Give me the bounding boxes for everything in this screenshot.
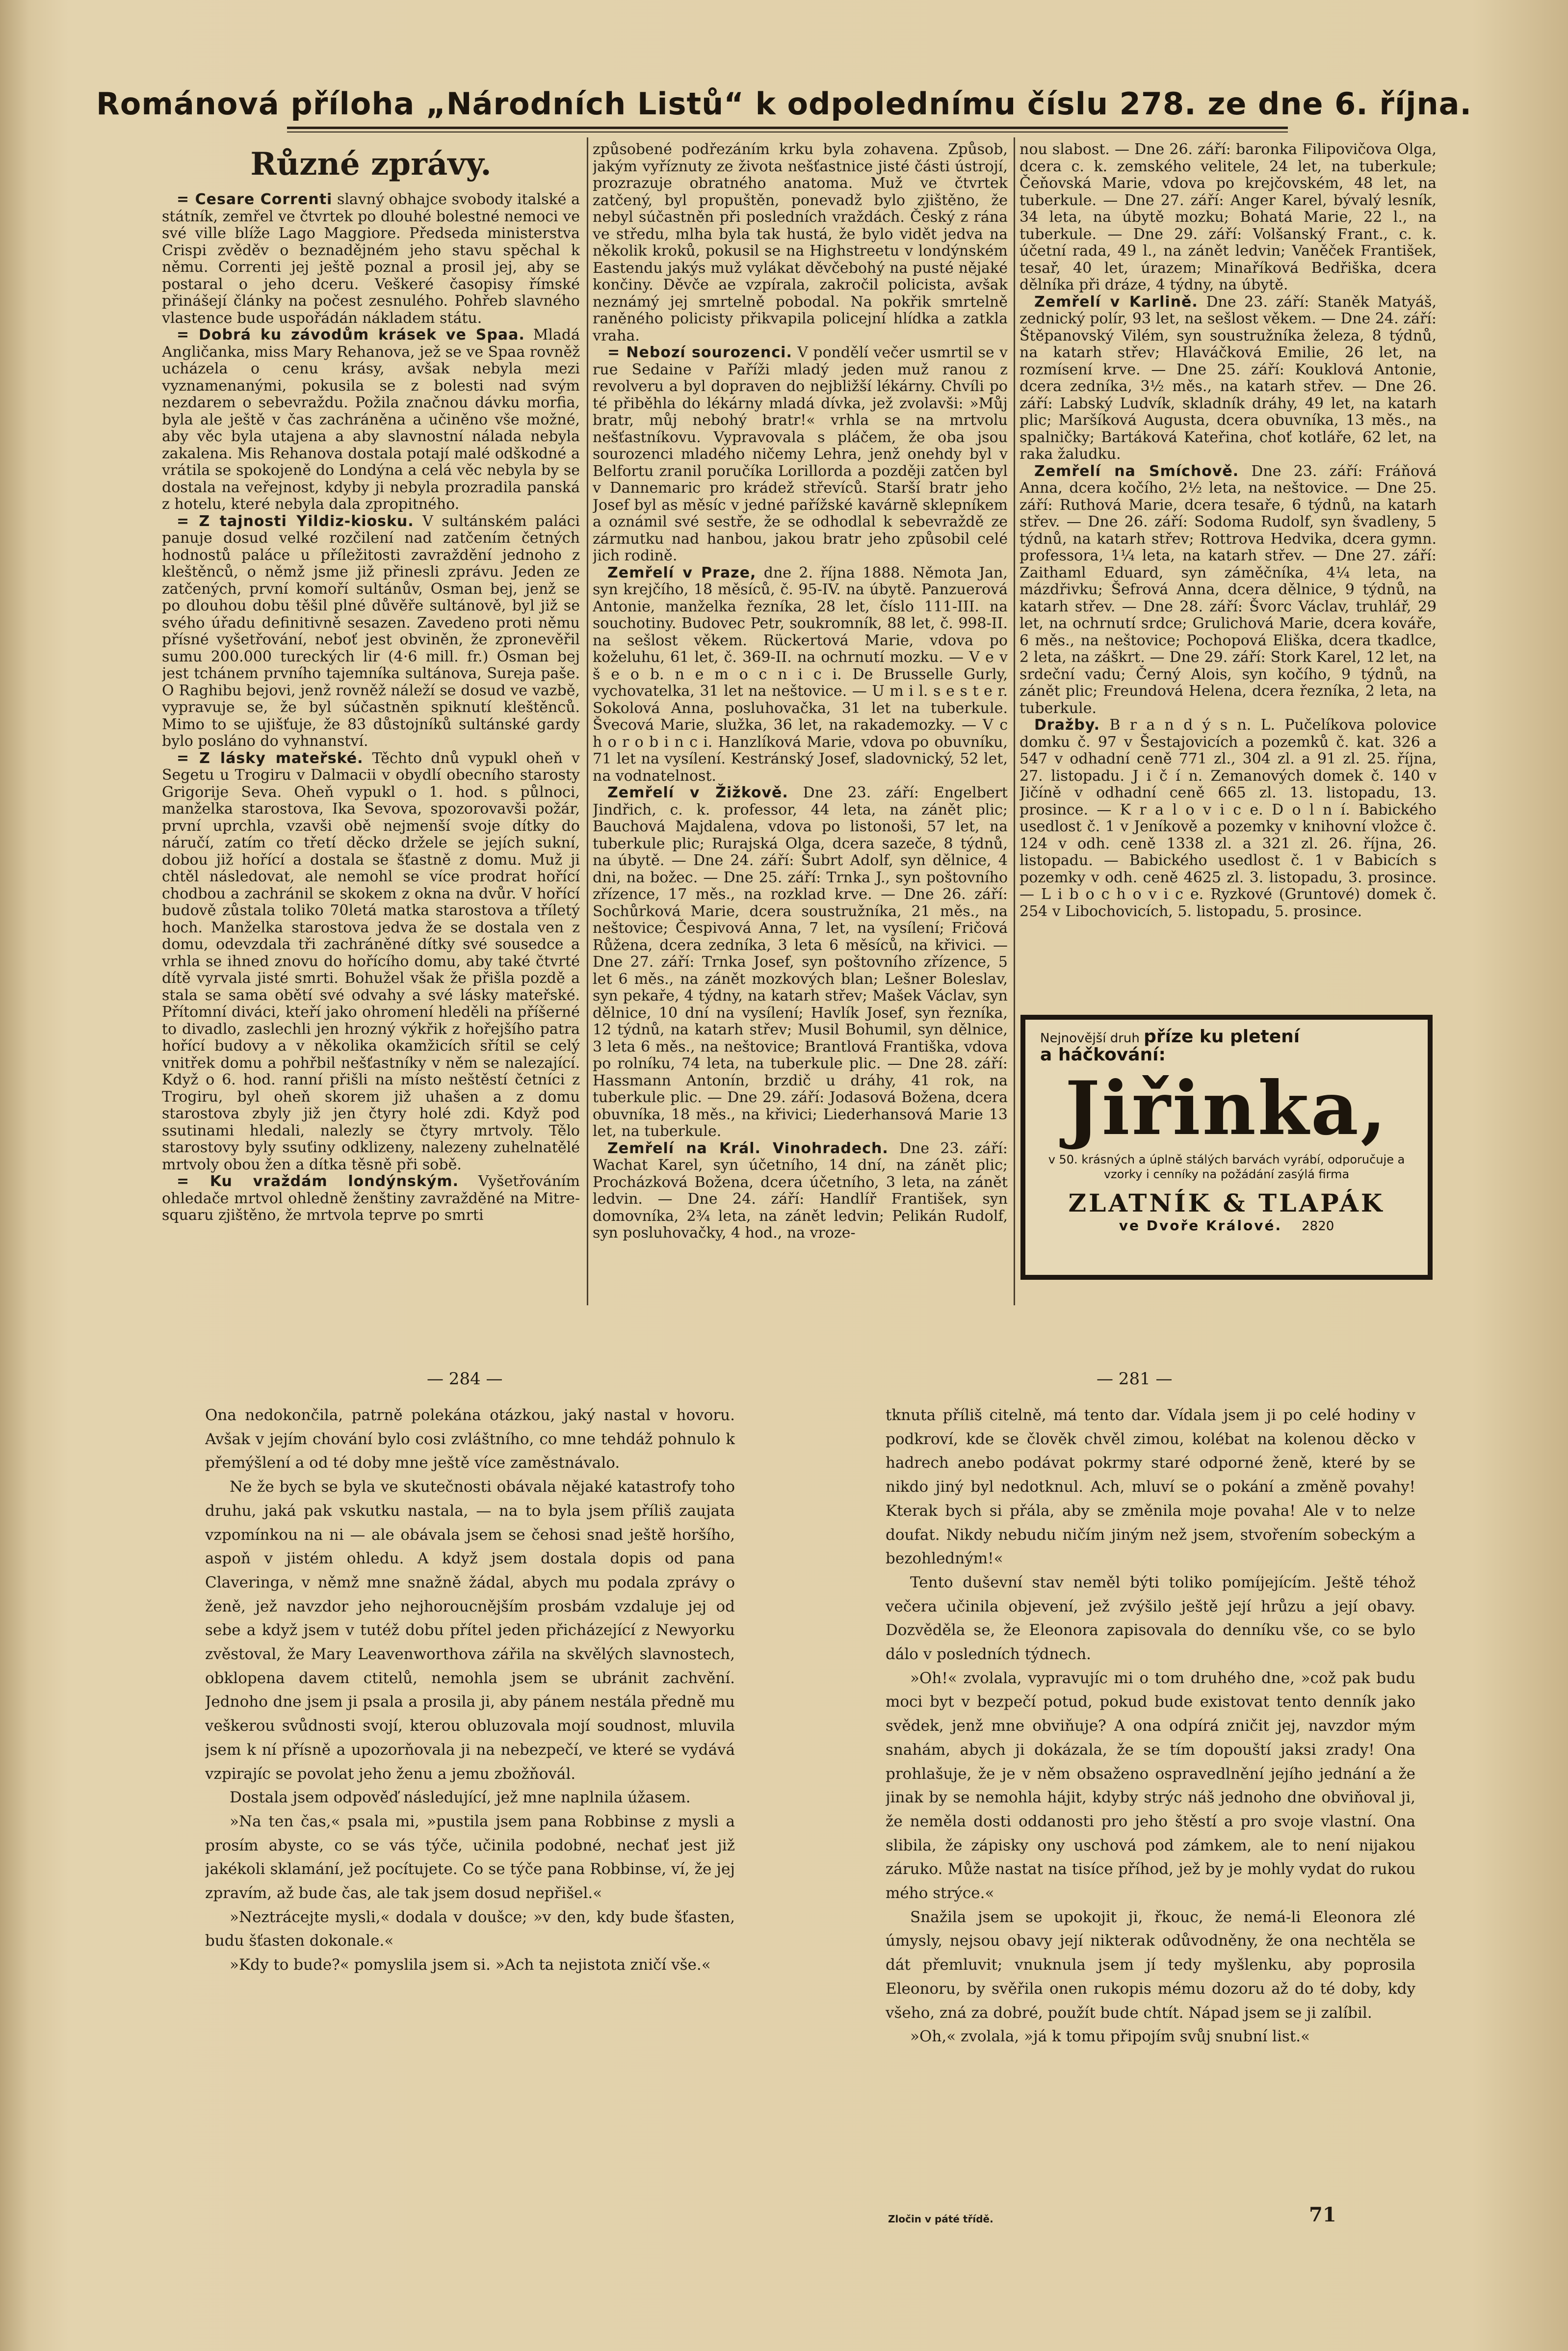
footer-title: Zločin v páté třídě. (888, 2213, 993, 2225)
novel-text-right (886, 1403, 1415, 2193)
news-item-title: = Cesare Correnti (177, 191, 333, 208)
news-item-text: slavný obhajce svobody italské a státník, zemřel ve čtvrtek po dlouhé bolestné nemoci ve své ville blíže Lago Maggiore. Předseda ministerstva Crispi zvěděv o beznadějném jeho stavu spěchal k němu. Correnti jej ještě poznal a prosil jej, aby se postaral o jeho dceru. Veškeré časopisy římské přinášejí články na počest zesnulého. Pohřeb slavného vlastence bude uspořádán nákladem státu. (162, 191, 580, 327)
news-item (162, 1173, 580, 1224)
ad-firm-name: ZLATNÍK & TLAPÁK (1068, 1189, 1385, 1217)
masthead-rule (287, 127, 1288, 129)
news-item-title: = Z lásky mateřské. (177, 749, 364, 767)
deaths-text: dne 2. října 1888. Němota Jan, syn krejčího, 18 měsíců, č. 95-IV. na úbytě. Panzuerová Antonie, manželka řezníka, 28 let, číslo 111-III. na souchotiny. Budovec Petr, soukromník, 88 let, č. 998-II. na sešlost věkem. Rückertová Marie, vdova po koželuhu, 61 let, č. 369-II. na ochrnutí mozku. — V e v š e o b. n e m o c n i c i. De Brusselle Gurly, vychovatelka, 31 let na neštovice. — U m i l. s e s t e r. Sokolová Anna, posluhovačka, 31 let na tuberkule. Švecová Marie, služka, 36 let, na rakademozky. — V c h o r o b i n c i. Hanzlíková Marie, vdova po obuvníku, 71 let na vysílení. Kestránský Josef, sladovnický, 52 let, na vodnatelnost. (593, 564, 1008, 785)
news-item (162, 513, 580, 750)
deaths-zizkov (593, 785, 1008, 1140)
novel-paragraph: Tento duševní stav neměl býti toliko pomíjejícím. Ještě téhož večera učinila objevení, jež zvýšilo ještě její hrůzu a její obavy. Dozvěděla se, že Eleonora zapisovala do denníku vše, co se bylo dálo v posledních týdnech. (886, 1573, 1415, 1664)
deaths-heading: Zemřelí v Karlině. (1034, 293, 1198, 311)
deaths-text: Dne 23. září: Staněk Matyáš, zednický polír, 93 let, na sešlost věkem. — Dne 24. září: Štěpanovský Vilém, syn soustružníka železa, 8 týdnů, na katarh střev; Hlaváčková Emilie, 26 let, na rozmísení krve. — Dne 25. září: Kouklová Antonie, dcera zedníka, 3½ měs., na katarh střev. — Dne 26. září: Labský Ludvík, skladník dráhy, 49 let, na katarh plic; Maršíková Augusta, dcera obuvníka, 13 měs., na spalničky; Bartáková Kateřina, choť kotláře, 62 let, na raka žaludku. (1019, 293, 1437, 463)
news-item (162, 327, 580, 513)
deaths-continued (1019, 141, 1437, 294)
novel-paragraph: »Neztrácejte mysli,« dodala v doušce; »v den, kdy bude šťasten, budu šťasten dokonale.« (205, 1908, 735, 1950)
novel-paragraph: »Na ten čas,« psala mi, »pustila jsem pana Robbinse z mysli a prosím abyste, co se vás týče, učinila podobné, nechať jest již jakékoli sklamání, jež pocítujete. Co se týče pana Robbinse, ví, že jej zpravím, až bude čas, ale tak jsem dosud nepřišel.« (205, 1812, 735, 1902)
column-1 (162, 141, 580, 1294)
novel-text-left (205, 1403, 735, 2193)
news-item-title: = Z tajnosti Yildiz-kiosku. (177, 512, 414, 530)
column-3 (1019, 141, 1437, 1010)
news-item (162, 191, 580, 327)
deaths-text: Dne 23. září: Engelbert Jindřich, c. k. professor, 44 leta, na zánět plic; Bauchová Majdalena, vdova po listonoši, 57 let, na tuberkule plic; Rurajská Olga, dcera sazeče, 8 týdnů, na úbytě. — Dne 24. září: Šubrt Adolf, syn dělnice, 4 dni, na božec. — Dne 25. září: Trnka J., syn poštovního zřízence, 17 měs., na rozklad krve. — Dne 26. září: Sochůrková Marie, dcera soustružníka, 21 měs., na neštovice; Čespivová Anna, 7 let, na vysílení; Fričová Růžena, dcera zedníka, 3 leta 6 měsíců, na křivici. — Dne 27. září: Trnka Josef, syn poštovního zřízence, 5 let 6 měs., na zánět mozkových blan; Lešner Boleslav, syn pekaře, 4 týdny, na katarh střev; Mašek Václav, syn dělnice, 10 dní na vysílení; Havlík Josef, syn řezníka, 12 týdnů, na katarh střev; Musil Bohumil, syn dělnice, 3 leta 6 měs., na neštovice; Brantlová Františka, vdova po rolníku, 74 leta, na tuberkule plic. — Dne 28. září: Hassmann Antonín, brzdič u dráhy, 41 rok, na tuberkule plic. — Dne 29. září: Jodasová Božena, dcera obuvníka, 18 měs., na křivici; Liederhansová Marie 13 let, na tuberkule. (593, 784, 1008, 1140)
novel-paragraph: tknuta příliš citelně, má tento dar. Vídala jsem ji po celé hodiny v podkroví, kde se člověk chvěl zimou, kolébat na kolenou děcko v hadrech anebo podávat pokrmy staré odporné ženě, které by se nikdo jiný byl nedotknul. Ach, mluví se o pokání a změně povahy! Kterak bych si přála, aby se změnila moje povaha! Ale v to nelze doufat. Nikdy nebudu ničím jiným než jsem, stvořením sobeckým a bezohledným!« (886, 1406, 1415, 1568)
column-2 (593, 141, 1008, 1294)
novel-paragraph: Ona nedokončila, patrně polekána otázkou, jaký nastal v hovoru. Avšak v jejím chování bylo cosi zvláštního, co mne tehdáž pohnulo k přemýšlení a od té doby mne ještě více zaměstnávalo. (205, 1406, 735, 1472)
deaths-heading: Zemřelí v Praze, (607, 564, 757, 581)
deaths-heading: Zemřelí v Žižkově. (607, 784, 788, 801)
novel-paragraph: »Kdy to bude?« pomyslila jsem si. »Ach ta nejistota zničí vše.« (230, 1956, 711, 1974)
news-item (593, 344, 1008, 565)
news-item-text: způsobené podřezáním krku byla zohavena. Způsob, jakým vyříznuty ze života nešťastnice jisté části ústrojí, prozrazuje obratného anatoma. Muž ve čtvrtek zatčený, byl propuštěn, ponevadž bylo zjištěno, že nebyl súčastněn při posledních vraždách. Český z rána ve středu, mlha byla tak hustá, že bylo vidět jedva na několik kroků, pokusil se na Highstreetu v londýnském Eastendu jakýs muž vylákat děvčebohý na pusté nějaké končiny. Děvče ae vzpírala, zakročil policista, avšak neznámý jej smrtelně pobodal. Na pokřik smrtelně raněného policisty přikvapila policejní hlídka a zatkla vraha. (593, 141, 1008, 344)
ad-product-name: Jiřinka, (1065, 1065, 1388, 1152)
advertisement-body (1025, 1020, 1428, 1275)
news-item-text: V sultánském paláci panuje dosud velké rozčilení nad zatčením četných hodnostů paláce u příležitosti zavraždění jednoho z kleštěnců, o němž jsme již přinesli zprávu. Jeden ze zatčených, první komoří sultánův, Osman bej, jenž se po dlouhou dobu těšil plné důvěře sultánově, byl již se svého úřadu definitivně sesazen. Zavedeno proti němu přísné vyšetřování, neboť jest obviněn, že zpronevěřil sumu 200.000 tureckých lir (4·6 mill. fr.) Osman bej jest tchánem prvního tajemníka sultánova, Sureja paše. O Raghibu bejovi, jenž rovněž náleží se dosud ve vazbě, vypravuje se, že byl súčastněn spiknutí kleštěnců. Mimo to se ujišťuje, že 83 důstojníků sultánské gardy bylo posláno do vyhnanství. (162, 512, 580, 750)
deaths-smichov (1019, 463, 1437, 717)
deaths-prague (593, 565, 1008, 785)
ad-intro (1040, 1029, 1413, 1065)
news-item-title: = Nebozí sourozenci. (607, 344, 792, 361)
deaths-heading: Zemřelí na Král. Vinohradech. (607, 1139, 889, 1157)
deaths-heading: Zemřelí na Smíchově. (1034, 462, 1239, 480)
deaths-text: Dne 23. září: Fráňová Anna, dcera kočího, 2½ leta, na neštovice. — Dne 25. září: Ruthová Marie, dcera tesaře, 6 týdnů, na katarh střev. — Dne 26. září: Sodoma Rudolf, syn švadleny, 5 týdnů, na katarh střev; Rottrova Hedvika, dcera gymn. professora, 1¼ leta, na katarh střev. — Dne 27. září: Zaithaml Eduard, syn záměčníka, 4¼ leta, na mázdřivku; Šefrová Anna, dcera dělnice, 9 týdnů, na katarh střev. — Dne 28. září: Švorc Václav, truhlář, 29 let, na ochrnutí srdce; Grulichová Marie, dcera kováře, 6 měs., na neštovice; Pochopová Eliška, dcera tkadlce, 2 leta, na záškrt. — Dne 29. září: Stork Karel, 12 let, na srdeční vadu; Černý Alois, syn kočího, 9 týdnů, na zánět plic; Freundová Helena, dcera řezníka, 2 leta, na tuberkule. (1019, 462, 1437, 717)
ad-intro-small: Nejnovější druh (1040, 1031, 1140, 1046)
ad-intro-bold2: a háčkování: (1040, 1045, 1166, 1065)
novel-paragraph: Ne že bych se byla ve skutečnosti obávala nějaké katastrofy toho druhu, jaká pak vskutku nastala, — na to byla jsem příliš zaujata vzpomínkou na ni — ale obávala jsem se čehosi snad ještě horšího, aspoň v jistém ohledu. A když jsem dostala dopis od pana Claveringa, v němž mne snažně žádal, abych mu podala zprávy o ženě, jež navzdor jeho nejhoroucnějším prosbám vzdaluje jej od sebe a když jsem v tutéž dobu přítel jeden přicházející z Newyorku zvěstoval, že Mary Leavenworthova zářila na skvělých slavnostech, obklopena davem ctitelů, nemohla jsem se ubránit zachvění. Jednoho dne jsem ji psala a prosila ji, aby pánem nestála předně mu veškerou svůdnosti svojí, kterou obluzovala mojí soudnost, mluvila jsem k ní přísně a upozorňovala ji na nebezpečí, ve které se vydává vzpirajíc se povolat jeho ženu a jemu zbožňovál. (205, 1478, 735, 1783)
novel-paragraph: »Oh!« zvolala, vypravujíc mi o tom druhého dne, »což pak budu moci byt v bezpečí potud, pokud bude existovat tento denník jako svědek, jenž mne obviňuje? A ona odpírá zničit jej, navzdor mým snahám, abych ji dokázala, že se tím dopouští jaksi zrady! Ona prohlašuje, že je v něm obsaženo ospravedlnění jejího jednání a že jinak by se nemohla hájit, kdyby strýc náš jednoho dne obviňoval ji, že neměla dosti oddanosti pro jeho štěstí a pro svoje vlastní. Ona slibila, že zápisky ony uschová pod zámkem, ale to není nijakou záruko. Může nastat na tisíce příhod, jež by je mohly vydat do rukou mého strýce.« (886, 1669, 1415, 1902)
advertisement (1020, 1015, 1433, 1280)
deaths-text: Dne 23. září: Wachat Karel, syn účetního, 14 dní, na zánět plic; Procházková Božena, dcera účetního, 3 leta, na zánět ledvin. — Dne 24. září: Handlíř František, syn domovníka, 2¾ leta, na zánět ledvin; Pelikán Rudolf, syn posluhovačky, 4 hod., na vroze- (593, 1139, 1008, 1242)
page-number-right: — 281 — (1097, 1369, 1173, 1389)
news-item (593, 141, 1008, 344)
news-item-title: = Dobrá ku závodům krásek ve Spaa. (177, 326, 525, 343)
ad-intro-bold: příze ku pletení (1144, 1027, 1300, 1047)
news-item-text: Vyšetřováním ohledače mrtvol ohledně ženštiny zavražděné na Mitre-squaru zjištěno, že mrtvola teprve po smrti (162, 1173, 580, 1224)
news-item-text: Mladá Angličanka, miss Mary Rehanova, jež se ve Spaa rovněž ucházela o cenu krásy, avšak nebyla mezi vyznamenanými, pokusila se z bolesti nad svým nezdarem o sebevraždu. Požila značnou dávku morfia, byla ale ještě v čas zachráněna a učiněno vše možné, aby věc byla utajena a aby slavnostní nálada nebyla zakalena. Mis Rehanova dostala potají malé odškodné a vrátila se spokojeně do Londýna a celá věc nebyla by se dostala na veřejnost, kdyby ji nebyla prozradila panská z hotelu, které nebyla dala zpropitného. (162, 326, 580, 513)
auctions-heading: Dražby. (1034, 716, 1100, 734)
news-item (162, 750, 580, 1174)
section-title: Různé zprávy. (250, 146, 492, 183)
ad-number: 2820 (1302, 1219, 1334, 1234)
footer-signature: 71 (1309, 2203, 1336, 2226)
novel-paragraph: Snažila jsem se upokojit ji, řkouc, že nemá-li Eleonora zlé úmysly, nejsou obavy její nikterak odůvodněny, že ona nechtěla se dát přemluvit; vnuknula jsem jí tedy myšlenku, aby poprosila Eleonoru, by svěřila onen rukopis mému dozoru až do té doby, kdy všeho, zná za dobré, použít bude chtít. Nápad jsem se ji zalíbil. (886, 1908, 1415, 2022)
news-item-title: = Ku vraždám londýnským. (177, 1173, 459, 1190)
page-number-left: — 284 — (427, 1369, 503, 1389)
masthead: Románová příloha „Národních Listů“ k odpolednímu číslu 278. ze dne 6. října. (96, 86, 1472, 122)
ad-place: ve Dvoře Králové. (1119, 1217, 1282, 1234)
deaths-text: nou slabost. — Dne 26. září: baronka Filipovičova Olga, dcera c. k. zemského velitele, 24 let, na tuberkule; Čeňovská Marie, vdova po krejčovském, 48 let, na tuberkule. — Dne 27. září: Anger Karel, bývalý lesník, 34 leta, na úbytě mozku; Bohatá Marie, 22 l., na tuberkule. — Dne 29. září: Volšanský Frant., c. k. účetní rada, 49 l., na zánět ledvin; Vaněček František, tesař, 40 let, úrazem; Minaříková Bedřiška, dcera dělníka při dráze, 4 týdny, na úbytě. (1019, 141, 1437, 293)
column-divider (1014, 137, 1015, 1305)
deaths-vinohrady (593, 1140, 1008, 1242)
news-item-text: V pondělí večer usmrtil se v rue Sedaine v Paříži mladý jeden muž ranou z revolveru a byl dopraven do nejbližší lékárny. Chvíli po té přiběhla do lékárny mladá dívka, jež zvolavši: »Můj bratr, můj nebohý bratr!« vrhla se na mrtvolu nešťastníkovu. Vypravovala s pláčem, že oba jsou sourozenci mladého ničemy Lehra, jenž onehdy byl v Belfortu zranil poručíka Lorillorda a později zatčen byl v Dannemaric pro krádež střevíců. Starší bratr jeho Josef byl as měsíc v jedné pařížské kavárně sklepníkem a oznámil své sestře, že se odhodlal k sebevraždě ze zármutku nad hanbou, jakou bratr jeho způsobil celé jich rodině. (593, 344, 1008, 564)
novel-paragraph: Dostala jsem odpověď následující, jež mne naplnila úžasem. (230, 1789, 691, 1807)
auctions (1019, 717, 1437, 920)
deaths-karlin (1019, 294, 1437, 463)
column-divider (587, 137, 588, 1305)
auctions-text: B r a n d ý s n. L. Pučelíkova polovice domku č. 97 v Šestajovicích a pozemků č. kat. 326 a 547 v odhadní ceně 771 zl., 304 zl. a 91 zl. 25. října, 27. listopadu. J i č í n. Zemanových domek č. 140 v Jičíně v odhadní ceně 665 zl. 13. listopadu, 13. prosince. — K r a l o v i c e. D o l n í. Babického usedlost č. 1 v Jeníkově a pozemky v knihovní vložce č. 124 v odh. ceně 1338 zl. a 321 zl. 26. října, 26. listopadu. — Babického usedlost č. 1 v Babicích s pozemky v odh. ceně 4625 zl. 3. listopadu, 3. prosince. — L i b o c h o v i c e. Ryzkové (Gruntové) domek č. 254 v Libochovicích, 5. listopadu, 5. prosince. (1019, 716, 1437, 920)
ad-description: v 50. krásných a úplně stálých barvách vyrábí, odporučuje a vzorky i cenníky na požádání zasýlá firma (1048, 1153, 1405, 1181)
news-item-text: Těchto dnů vypukl oheň v Segetu u Trogiru v Dalmacii v obydlí obecního starosty Grigorije Seva. Oheň vypukl o 1. hod. s půlnoci, manželka starostova, Ika Sevova, spozorovavši požár, první uprchla, vzavši obě nejmenší svoje dítky do náručí, zatím co třetí děcko držele se jejích sukní, dobou již hořící a dostala se šťastně z domu. Muž ji chtěl následovat, ale nemohl se více prodrat hořící chodbou a zachránil se skokem z okna na dvůr. V hořící budově zůstala toliko 70letá matka starostova a tříletý hoch. Manželka starostova jedva že se dostala ven z domu, odevzdala tři zachráněné dítky své sousedce a vrhla se ihned znovu do hořícího domu, aby také čtvrté dítě vyrvala jisté smrti. Bohužel však že přišla pozdě a stala se sama obětí své odvahy a své lásky mateřské. Přítomní diváci, kteří jako ohromení hleděli na příšerné to divadlo, zaslechli jen hrozný výkřik z hořejšího patra hořící budovy a v několika okamžicích sřítil se celý vnitřek domu a pohřbil nešťastníky v něm se nalezající. Když o 6. hod. ranní přišli na místo neštěstí četníci z Trogiru, byl oheň skorem již uhašen a z domu starostova zbyly již jen čtyry holé zdi. Když pod ssutinami hledali, nalezly se čtyry mrtvoly. Tělo starostovy byly ssuťiny odklizeny, nalezeny zuhelnatělé mrtvoly obou žen a dítka těsně při sobě. (162, 749, 580, 1173)
novel-paragraph: »Oh,« zvolala, »já k tomu připojím svůj snubní list.« (910, 2028, 1310, 2046)
